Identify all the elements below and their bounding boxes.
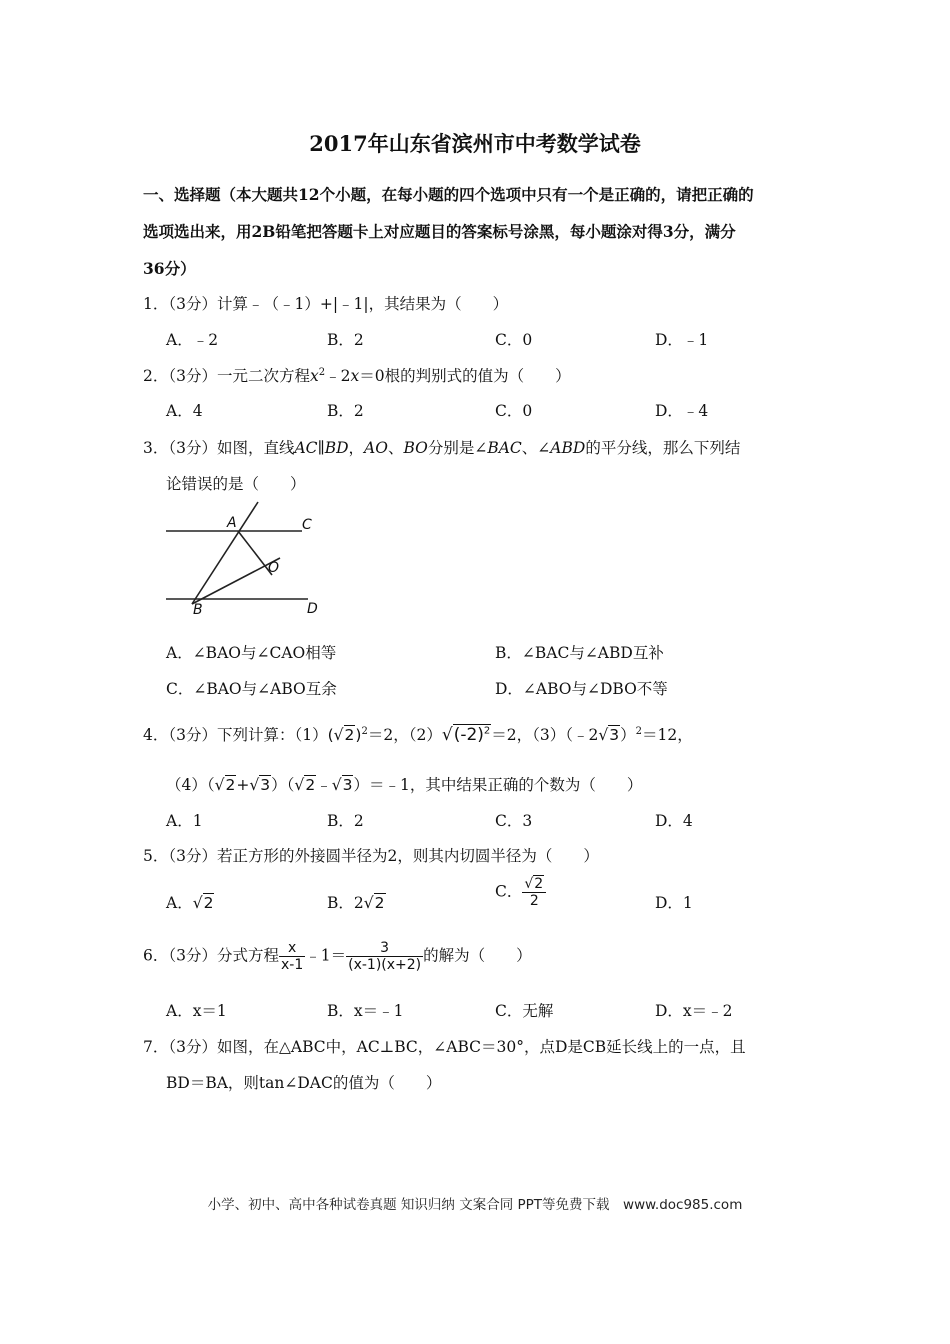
section-heading-line1: 一、选择题（本大题共12个小题，在每小题的四个选项中只有一个是正确的，请把正确的: [143, 185, 754, 204]
question-3-stem-line2: 论错误的是（ ）: [166, 475, 306, 493]
q2-option-a: A．4: [166, 402, 203, 420]
q6-option-a: A．x＝1: [166, 1002, 227, 1020]
page-title: 2017年山东省滨州市中考数学试卷: [309, 131, 641, 156]
bisector-ao: [238, 531, 272, 575]
q1-option-a: A．﹣2: [166, 331, 219, 349]
q6-option-d: D．x＝﹣2: [655, 1002, 733, 1020]
footer-ad: 小学、初中、高中各种试卷真题 知识归纳 文案合同 PPT等免费下载 www.doc985.com: [207, 1197, 743, 1213]
q4-option-c: C．3: [495, 812, 533, 830]
question-6-stem: 6．（3分）分式方程 $\frac{x}{x-1}$ ﹣1＝ $\frac{3}{(x-1)(x+2)}$ 的解为（ ）: [143, 940, 532, 974]
question-4-stem: 4．（3分）下列计算：$(1)(√2)^2=2$，$(2)√(-2)^2=2$，（3）（﹣2√3）$^2$＝12，: [143, 725, 693, 745]
q3-option-a: A．∠BAO与∠CAO相等: [166, 644, 337, 662]
label-c: C: [302, 517, 312, 533]
question-7-stem-line2: BD＝BA，则tan∠DAC的值为（ ）: [166, 1074, 442, 1092]
q6-option-c: C．无解: [495, 1002, 554, 1020]
question-5-stem: 5．（3分）若正方形的外接圆半径为2，则其内切圆半径为（ ）: [143, 847, 599, 865]
q4-option-b: B．2: [327, 812, 364, 830]
section-heading-line2: 选项选出来，用2B铅笔把答题卡上对应题目的答案标号涂黑，每小题涂对得3分，满分: [143, 222, 736, 241]
q3-option-c: C．∠BAO与∠ABO互余: [166, 680, 337, 698]
q1-option-b: B．2: [327, 331, 364, 349]
label-b: B: [193, 602, 203, 618]
q2-option-c: C．0: [495, 402, 533, 420]
label-a: A: [227, 515, 237, 531]
section-heading-line3: 36分）: [143, 259, 196, 278]
q4-option-d: D．4: [655, 812, 693, 830]
q5-option-d: D．1: [655, 894, 693, 912]
q5-option-a: A．√2: [166, 894, 214, 912]
q4-option-a: A．1: [166, 812, 203, 830]
q5-option-c: C． $\frac{√2}{2}$: [495, 876, 546, 909]
q2-option-d: D．﹣4: [655, 402, 709, 420]
question-4-stem-line2: （4）（√2+√3）（√2﹣√3）＝﹣1，其中结果正确的个数为（ ）: [166, 776, 643, 794]
q3-option-b: B．∠BAC与∠ABD互补: [495, 644, 664, 662]
q1-option-c: C．0: [495, 331, 533, 349]
question-2-stem: 2．（3分）一元二次方程$x^2﹣2x=0$根的判别式的值为（ ）: [143, 366, 571, 385]
q3-parallel-lines-figure: [160, 500, 330, 622]
sqrt-symbol: √2: [333, 726, 355, 744]
bisector-bo: [192, 558, 280, 604]
transversal-ab: [192, 502, 258, 604]
q3-option-d: D．∠ABO与∠DBO不等: [495, 680, 668, 698]
q1-option-d: D．﹣1: [655, 331, 709, 349]
q2-option-b: B．2: [327, 402, 364, 420]
q5-option-b: B．2√2: [327, 894, 385, 912]
label-d: D: [307, 601, 318, 617]
question-7-stem: 7．（3分）如图，在△ABC中，AC⊥BC，∠ABC＝30°，点D是CB延长线上的一点，且: [143, 1038, 746, 1056]
q6-option-b: B．x＝﹣1: [327, 1002, 404, 1020]
question-3-stem: 3．（3分）如图，直线AC∥BD，AO、BO分别是∠BAC、∠ABD的平分线，那么下列结: [143, 439, 741, 457]
label-o: O: [268, 560, 280, 576]
question-1-stem: 1．（3分）计算﹣（﹣1）+|﹣1|，其结果为（ ）: [143, 295, 509, 313]
